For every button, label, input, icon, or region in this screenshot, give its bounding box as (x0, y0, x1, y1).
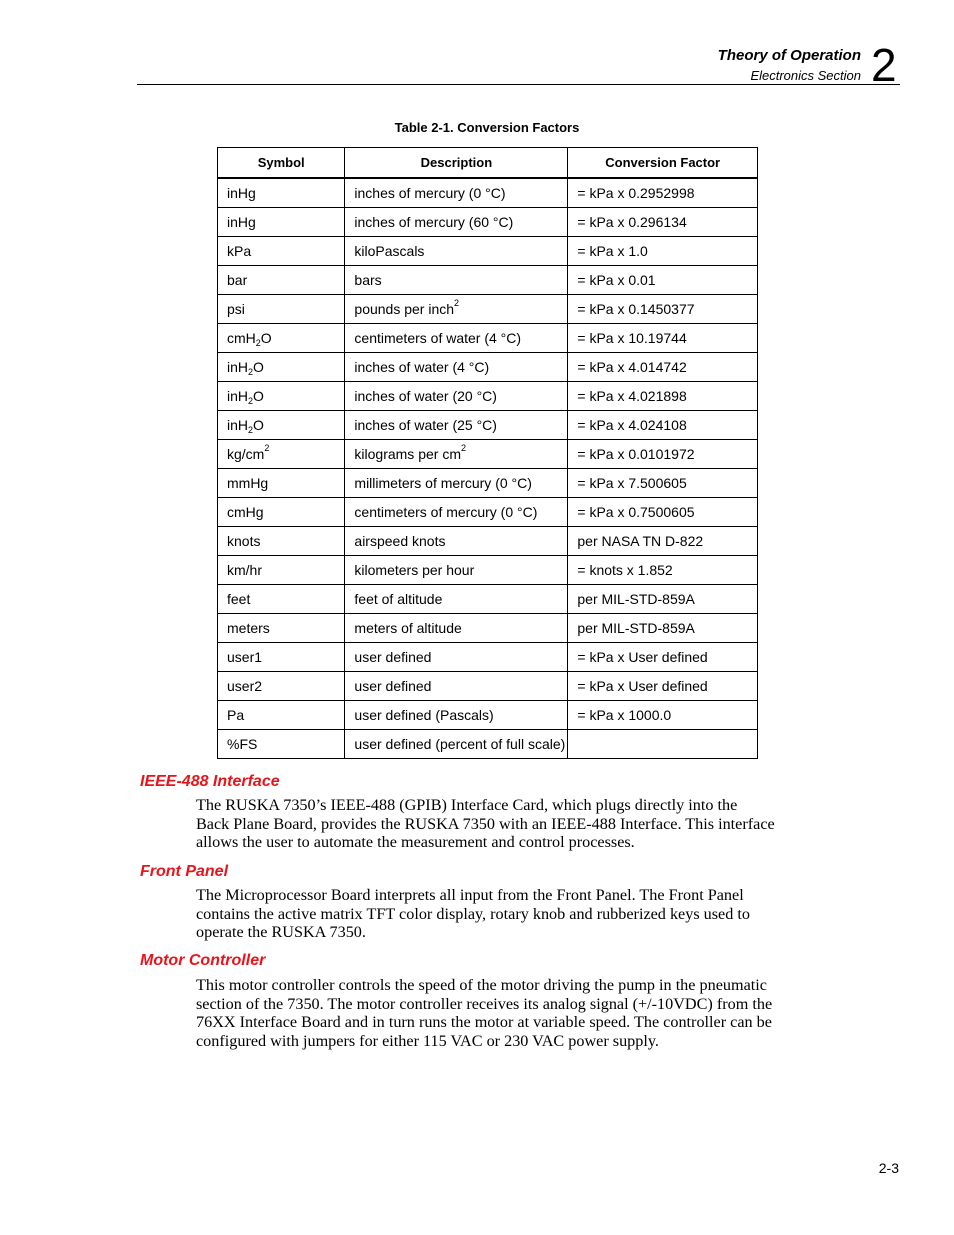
table-row (218, 701, 758, 730)
conversion-factor-cell: = knots x 1.852 (568, 556, 758, 585)
table-row (218, 556, 758, 585)
table-body (218, 178, 758, 759)
conversion-factor-cell: per MIL-STD-859A (568, 614, 758, 643)
symbol-text: kPa (227, 243, 252, 259)
conversion-factor-cell: = kPa x 4.021898 (568, 382, 758, 411)
conversion-factor-cell: = kPa x 10.19744 (568, 324, 758, 353)
paragraph-line: Back Plane Board, provides the RUSKA 7350 with an IEEE-488 Interface. This interface (196, 814, 775, 833)
description-text: millimeters of mercury (0 °C) (354, 475, 532, 491)
table-row (218, 643, 758, 672)
table-row (218, 469, 758, 498)
conversion-factor-cell: = kPa x 0.7500605 (568, 498, 758, 527)
symbol-cell (218, 614, 345, 643)
conversion-factor-cell: = kPa x User defined (568, 643, 758, 672)
symbol-suffix: O (253, 417, 264, 433)
table-header-row (218, 148, 758, 179)
table-row (218, 353, 758, 382)
conversion-factor-cell: = kPa x 0.01 (568, 266, 758, 295)
symbol-cell (218, 324, 345, 353)
description-text: centimeters of water (4 °C) (354, 330, 522, 346)
symbol-superscript: 2 (264, 443, 270, 453)
section-paragraph-front-panel (196, 886, 826, 942)
table-row (218, 237, 758, 266)
paragraph-line: contains the active matrix TFT color display, rotary knob and rubberized keys used to (196, 904, 750, 923)
description-text: inches of mercury (0 °C) (354, 185, 506, 201)
symbol-cell (218, 295, 345, 324)
conversion-factors-table (217, 147, 758, 759)
symbol-cell (218, 585, 345, 614)
symbol-text: inHg (227, 185, 256, 201)
description-cell (345, 498, 568, 527)
symbol-suffix: O (253, 388, 264, 404)
description-cell (345, 411, 568, 440)
symbol-text: user2 (227, 678, 263, 694)
table-row (218, 730, 758, 759)
paragraph-line: section of the 7350. The motor controller receives its analog signal (+/-10VDC) from the (196, 994, 773, 1013)
description-text: meters of altitude (354, 620, 462, 636)
description-cell (345, 585, 568, 614)
table-row (218, 411, 758, 440)
column-header-symbol: Symbol (218, 148, 345, 179)
table-row (218, 324, 758, 353)
description-cell (345, 208, 568, 237)
description-text: user defined (354, 649, 432, 665)
description-text: pounds per inch (354, 301, 455, 317)
conversion-factor-cell: = kPa x 1.0 (568, 237, 758, 266)
section-paragraph-ieee-488 (196, 796, 826, 852)
paragraph-line: configured with jumpers for either 115 VAC or 230 VAC power supply. (196, 1031, 659, 1050)
symbol-text: feet (227, 591, 251, 607)
section-title-front-panel: Front Panel (140, 863, 229, 880)
description-text: kilograms per cm (354, 446, 461, 462)
description-cell (345, 324, 568, 353)
description-superscript: 2 (454, 298, 460, 308)
table-row (218, 672, 758, 701)
description-cell (345, 556, 568, 585)
column-header-factor: Conversion Factor (568, 148, 758, 179)
symbol-subscript: 2 (248, 367, 254, 377)
symbol-cell (218, 237, 345, 266)
symbol-text: psi (227, 301, 245, 317)
description-cell (345, 701, 568, 730)
symbol-cell (218, 266, 345, 295)
section-paragraph-motor-controller (196, 976, 826, 1050)
description-cell (345, 237, 568, 266)
section-name: Electronics Section (750, 68, 861, 83)
symbol-text: knots (227, 533, 261, 549)
symbol-subscript: 2 (255, 338, 261, 348)
description-text: inches of water (4 °C) (354, 359, 490, 375)
description-text: kiloPascals (354, 243, 425, 259)
section-title-ieee-488: IEEE-488 Interface (140, 773, 280, 790)
symbol-cell (218, 730, 345, 759)
symbol-subscript: 2 (248, 425, 254, 435)
description-text: user defined (percent of full scale) (354, 736, 566, 752)
conversion-factor-cell: = kPa x 7.500605 (568, 469, 758, 498)
symbol-text: cmH (227, 330, 256, 346)
paragraph-line: The Microprocessor Board interprets all input from the Front Panel. The Front Panel (196, 886, 744, 904)
conversion-factor-cell: = kPa x 4.014742 (568, 353, 758, 382)
description-superscript: 2 (461, 443, 467, 453)
description-text: kilometers per hour (354, 562, 475, 578)
table-caption: Table 2-1. Conversion Factors (394, 120, 580, 135)
table-row (218, 295, 758, 324)
symbol-text: inH (227, 417, 249, 433)
description-cell (345, 295, 568, 324)
table-row (218, 585, 758, 614)
symbol-cell (218, 382, 345, 411)
description-cell (345, 469, 568, 498)
table-row (218, 208, 758, 237)
description-text: inches of water (20 °C) (354, 388, 497, 404)
paragraph-line: This motor controller controls the speed of the motor driving the pump in the pneumatic (196, 976, 767, 994)
chapter-title: Theory of Operation (717, 47, 861, 64)
symbol-cell (218, 527, 345, 556)
table-row (218, 614, 758, 643)
description-text: centimeters of mercury (0 °C) (354, 504, 538, 520)
symbol-text: meters (227, 620, 270, 636)
symbol-text: user1 (227, 649, 263, 665)
description-text: airspeed knots (354, 533, 446, 549)
conversion-factor-cell: = kPa x 4.024108 (568, 411, 758, 440)
conversion-factor-cell: per MIL-STD-859A (568, 585, 758, 614)
symbol-text: inHg (227, 214, 256, 230)
symbol-cell (218, 208, 345, 237)
description-cell (345, 730, 568, 759)
paragraph-line: The RUSKA 7350’s IEEE-488 (GPIB) Interface Card, which plugs directly into the (196, 796, 738, 814)
paragraph-line: operate the RUSKA 7350. (196, 923, 366, 942)
table-row (218, 440, 758, 469)
description-cell (345, 266, 568, 295)
column-header-description: Description (345, 148, 568, 179)
table-row (218, 178, 758, 208)
symbol-cell (218, 701, 345, 730)
description-text: user defined (Pascals) (354, 707, 494, 723)
symbol-cell (218, 643, 345, 672)
description-cell (345, 440, 568, 469)
conversion-factor-cell: per NASA TN D-822 (568, 527, 758, 556)
symbol-cell (218, 411, 345, 440)
symbol-text: inH (227, 359, 249, 375)
symbol-text: cmHg (227, 504, 264, 520)
symbol-cell (218, 440, 345, 469)
symbol-text: km/hr (227, 562, 262, 578)
symbol-cell (218, 556, 345, 585)
description-cell (345, 527, 568, 556)
description-cell (345, 643, 568, 672)
description-cell (345, 672, 568, 701)
conversion-factor-cell: = kPa x 0.1450377 (568, 295, 758, 324)
table-row (218, 382, 758, 411)
symbol-text: bar (227, 272, 248, 288)
conversion-factor-cell: = kPa x 1000.0 (568, 701, 758, 730)
conversion-factor-cell: = kPa x 0.0101972 (568, 440, 758, 469)
symbol-text: Pa (227, 707, 245, 723)
symbol-cell (218, 353, 345, 382)
section-title-motor-controller: Motor Controller (140, 952, 266, 969)
conversion-factor-cell: = kPa x 0.296134 (568, 208, 758, 237)
description-cell (345, 353, 568, 382)
symbol-cell (218, 469, 345, 498)
paragraph-line: 76XX Interface Board and in turn runs the motor at variable speed. The controller can be (196, 1013, 772, 1032)
symbol-text: inH (227, 388, 249, 404)
table-row (218, 266, 758, 295)
page-number: 2-3 (878, 1160, 899, 1176)
conversion-factor-cell: = kPa x 0.2952998 (568, 178, 758, 208)
description-text: inches of mercury (60 °C) (354, 214, 514, 230)
table-row (218, 527, 758, 556)
symbol-text: kg/cm (227, 446, 265, 462)
symbol-cell (218, 672, 345, 701)
symbol-suffix: O (260, 330, 272, 346)
chapter-number: 2 (871, 39, 897, 91)
description-cell (345, 382, 568, 411)
paragraph-line: allows the user to automate the measurement and control processes. (196, 833, 635, 852)
description-cell (345, 614, 568, 643)
description-text: feet of altitude (354, 591, 443, 607)
conversion-factor-cell: = kPa x User defined (568, 672, 758, 701)
header-rule (137, 84, 900, 85)
symbol-cell (218, 178, 345, 208)
symbol-text: mmHg (227, 475, 269, 491)
description-text: user defined (354, 678, 432, 694)
symbol-text: %FS (227, 736, 258, 752)
symbol-subscript: 2 (248, 396, 254, 406)
table-row (218, 498, 758, 527)
symbol-cell (218, 498, 345, 527)
conversion-factor-cell (568, 730, 758, 759)
description-text: inches of water (25 °C) (354, 417, 497, 433)
symbol-suffix: O (253, 359, 264, 375)
description-text: bars (354, 272, 382, 288)
description-cell (345, 178, 568, 208)
